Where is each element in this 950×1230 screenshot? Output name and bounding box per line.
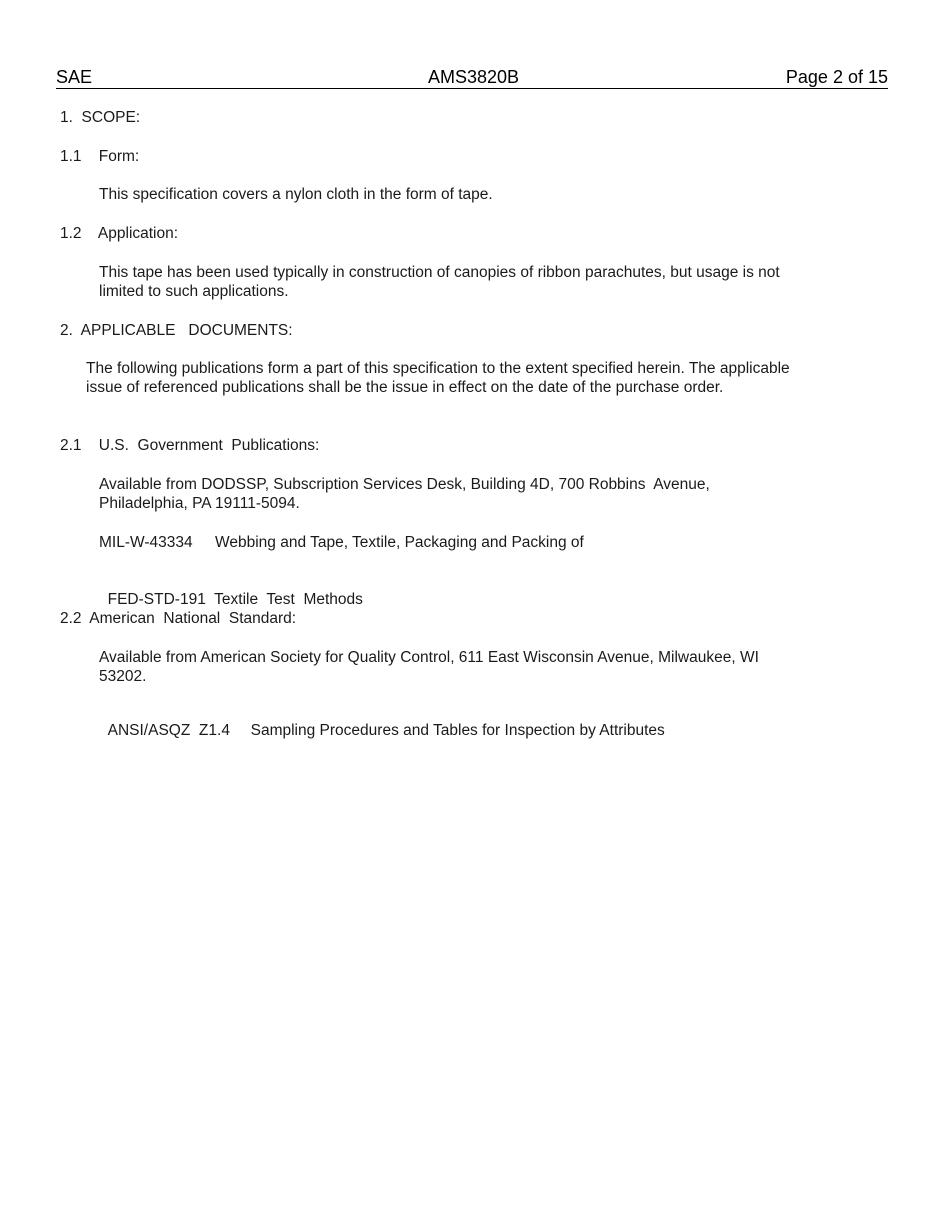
section-2-heading: 2. APPLICABLE DOCUMENTS:	[60, 322, 293, 339]
reference-row	[99, 571, 363, 609]
reference-title: Webbing and Tape, Textile, Packaging and Packing of	[215, 534, 584, 551]
page-header	[56, 66, 888, 89]
section-2-body: The following publications form a part of this specification to the extent specified herein. The applicable issue of referenced publications shall be the issue in effect on the date of the purchase order.	[86, 360, 790, 396]
header-doc-number: AMS3820B	[428, 67, 520, 87]
section-1-1-heading: 1.1 Form:	[60, 148, 140, 165]
header-page-number: Page 2 of 15	[785, 67, 888, 87]
header-org: SAE	[56, 67, 93, 87]
section-2-1-heading: 2.1 U.S. Government Publications:	[60, 437, 320, 454]
section-2-1-availability: Available from DODSSP, Subscription Services Desk, Building 4D, 700 Robbins Avenue, Philadelphia, PA 19111-5094.	[99, 476, 715, 512]
reference-title: Textile Test Methods	[214, 591, 363, 608]
section-1-2-heading: 1.2 Application:	[60, 225, 179, 242]
reference-row	[99, 533, 584, 552]
reference-code: ANSI/ASQZ Z1.4	[107, 722, 230, 739]
reference-title: Sampling Procedures and Tables for Inspection by Attributes	[250, 722, 665, 739]
reference-code: MIL-W-43334	[99, 534, 193, 551]
section-1-heading: 1. SCOPE:	[60, 109, 141, 126]
reference-row	[99, 702, 665, 740]
reference-code: FED-STD-191	[107, 591, 206, 608]
section-1-1-body: This specification covers a nylon cloth in the form of tape.	[99, 186, 493, 203]
section-2-2-availability: Available from American Society for Quality Control, 611 East Wisconsin Avenue, Milwaukee, WI 53202.	[99, 649, 768, 685]
section-1-2-body: This tape has been used typically in construction of canopies of ribbon parachutes, but usage is not limited to such applications.	[99, 264, 780, 300]
section-2-2-heading: 2.2 American National Standard:	[60, 610, 297, 627]
